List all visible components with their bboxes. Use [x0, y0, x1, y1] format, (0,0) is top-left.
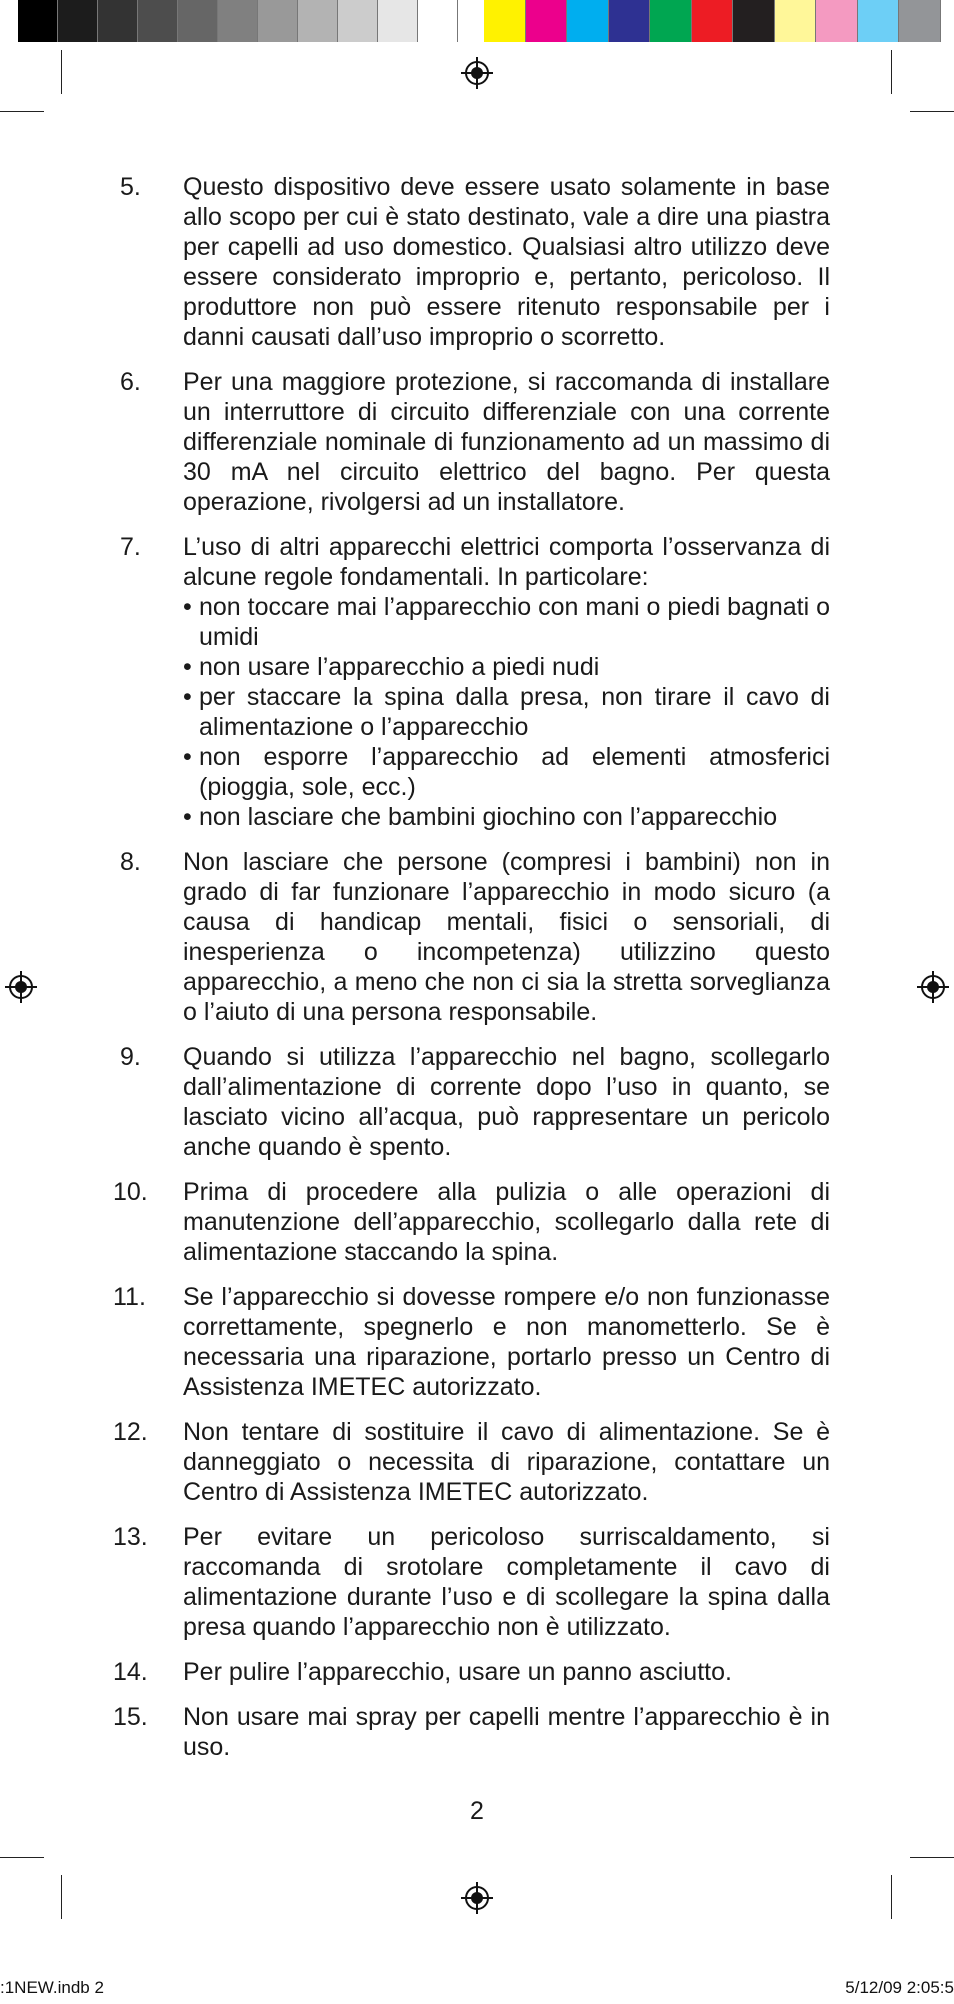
color-swatch — [218, 0, 258, 42]
list-item — [120, 172, 830, 352]
registration-mark-icon — [461, 57, 493, 89]
bullet-text: non esporre l’apparecchio ad elementi atmosferici (pioggia, sole, ecc.) — [199, 743, 830, 801]
item-text: Non lasciare che persone (compresi i bambini) non in grado di far funzionare l’apparecchio in modo sicuro (a causa di handicap mentali, fisici o sensoriali, di inesperienza o incompetenza) utilizzino questo apparecchio, a meno che non ci sia la stretta sorveglianza o l’aiuto di una persona responsabile. — [183, 848, 830, 1026]
item-text: Per una maggiore protezione, si raccomanda di installare un interruttore di circuito differenziale con una corrente differenziale nominale di funzionamento ad un massimo di 30 mA nel circuito elettrico del bagno. Per questa operazione, rivolgersi ad un installatore. — [183, 368, 830, 516]
bullet-item — [183, 682, 830, 742]
color-swatch — [858, 0, 900, 42]
item-number: 8. — [120, 848, 141, 876]
list-item — [120, 532, 830, 832]
color-swatch — [58, 0, 98, 42]
item-number: 14. — [113, 1658, 148, 1686]
item-number: 10. — [113, 1178, 148, 1206]
bullet-icon: • — [183, 653, 192, 681]
crop-mark — [891, 1875, 892, 1919]
color-swatch — [609, 0, 651, 42]
bullet-text: non usare l’apparecchio a piedi nudi — [199, 653, 600, 681]
registration-mark-icon — [461, 1882, 493, 1914]
crop-mark — [61, 1875, 62, 1919]
list-item — [120, 367, 830, 517]
item-text: Non tentare di sostituire il cavo di alimentazione. Se è danneggiato o necessita di riparazione, contattare un Centro di Assistenza IMETEC autorizzato. — [183, 1418, 830, 1506]
color-swatch — [258, 0, 298, 42]
color-swatch — [178, 0, 218, 42]
crop-mark — [910, 1857, 954, 1858]
registration-mark-icon — [917, 971, 949, 1003]
list-item — [120, 1042, 830, 1162]
item-body — [183, 532, 830, 832]
color-swatch — [338, 0, 378, 42]
cmyk-color-bar — [484, 0, 941, 42]
item-number: 13. — [113, 1523, 148, 1551]
bullet-text: non toccare mai l’apparecchio con mani o piedi bagnati o umidi — [199, 593, 830, 651]
color-swatch — [775, 0, 817, 42]
item-text: Prima di procedere alla pulizia o alle operazioni di manutenzione dell’apparecchio, scollegarlo dalla rete di alimentazione staccando la spina. — [183, 1178, 830, 1266]
registration-mark-icon — [5, 971, 37, 1003]
page-number: 2 — [470, 1797, 484, 1825]
file-slug: :1NEW.indb 2 — [0, 1978, 104, 1997]
bullet-item — [183, 742, 830, 802]
item-number: 7. — [120, 533, 141, 561]
item-text: Questo dispositivo deve essere usato solamente in base allo scopo per cui è stato destinato, vale a dire una piastra per capelli ad uso domestico. Qualsiasi altro utilizzo deve essere considerato improprio e, pertanto, pericoloso. Il produttore non può essere ritenuto responsabile per i danni causati dall’uso improprio o scorretto. — [183, 173, 830, 351]
bullet-text: per staccare la spina dalla presa, non tirare il cavo di alimentazione o l’apparecchio — [199, 683, 830, 741]
list-item — [113, 1702, 830, 1762]
list-item — [113, 1177, 830, 1267]
bullet-text: non lasciare che bambini giochino con l’apparecchio — [199, 803, 778, 831]
bullet-icon: • — [183, 683, 192, 711]
color-swatch — [378, 0, 418, 42]
date-slug: 5/12/09 2:05:5 — [845, 1978, 954, 1997]
item-text: Se l’apparecchio si dovesse rompere e/o non funzionasse correttamente, spegnerlo e non manometterlo. Se è necessaria una riparazione, portarlo presso un Centro di Assistenza IMETEC autorizzato. — [183, 1283, 830, 1401]
crop-mark — [61, 50, 62, 94]
item-number: 15. — [113, 1703, 148, 1731]
item-number: 5. — [120, 173, 141, 201]
item-text: Quando si utilizza l’apparecchio nel bagno, scollegarlo dall’alimentazione di corrente dopo l’uso in quanto, se lasciato vicino all’acqua, può rappresentare un pericolo anche quando è spento. — [183, 1043, 830, 1161]
list-item — [113, 1657, 830, 1687]
list-item — [113, 1417, 830, 1507]
item-number: 9. — [120, 1043, 141, 1071]
crop-mark — [891, 50, 892, 94]
color-swatch — [899, 0, 941, 42]
item-text: Non usare mai spray per capelli mentre l’apparecchio è in uso. — [183, 1703, 830, 1761]
color-swatch — [692, 0, 734, 42]
bullet-icon: • — [183, 803, 192, 831]
grayscale-color-bar — [18, 0, 458, 42]
color-swatch — [733, 0, 775, 42]
color-swatch — [298, 0, 338, 42]
item-number: 11. — [113, 1283, 146, 1311]
color-swatch — [98, 0, 138, 42]
color-swatch — [526, 0, 568, 42]
color-swatch — [418, 0, 458, 42]
color-swatch — [650, 0, 692, 42]
item-number: 12. — [113, 1418, 148, 1446]
item-text: L’uso di altri apparecchi elettrici comporta l’osservanza di alcune regole fondamentali. In particolare: — [183, 533, 830, 591]
item-number: 6. — [120, 368, 141, 396]
safety-instructions-list — [113, 172, 830, 1777]
bullet-item — [183, 802, 830, 832]
crop-mark — [910, 111, 954, 112]
list-item — [120, 847, 830, 1027]
bullet-item — [183, 592, 830, 652]
color-swatch — [567, 0, 609, 42]
bullet-icon: • — [183, 593, 192, 621]
bullet-item — [183, 652, 830, 682]
color-swatch — [18, 0, 58, 42]
crop-mark — [0, 1857, 44, 1858]
color-swatch — [138, 0, 178, 42]
crop-mark — [0, 111, 44, 112]
item-text: Per pulire l’apparecchio, usare un panno asciutto. — [183, 1658, 732, 1686]
list-item — [113, 1522, 830, 1642]
bullet-icon: • — [183, 743, 192, 771]
color-swatch — [816, 0, 858, 42]
color-swatch — [484, 0, 526, 42]
item-text: Per evitare un pericoloso surriscaldamento, si raccomanda di srotolare completamente il cavo di alimentazione durante l’uso e di scollegare la spina dalla presa quando l’apparecchio non è utilizzato. — [183, 1523, 830, 1641]
list-item — [113, 1282, 830, 1402]
